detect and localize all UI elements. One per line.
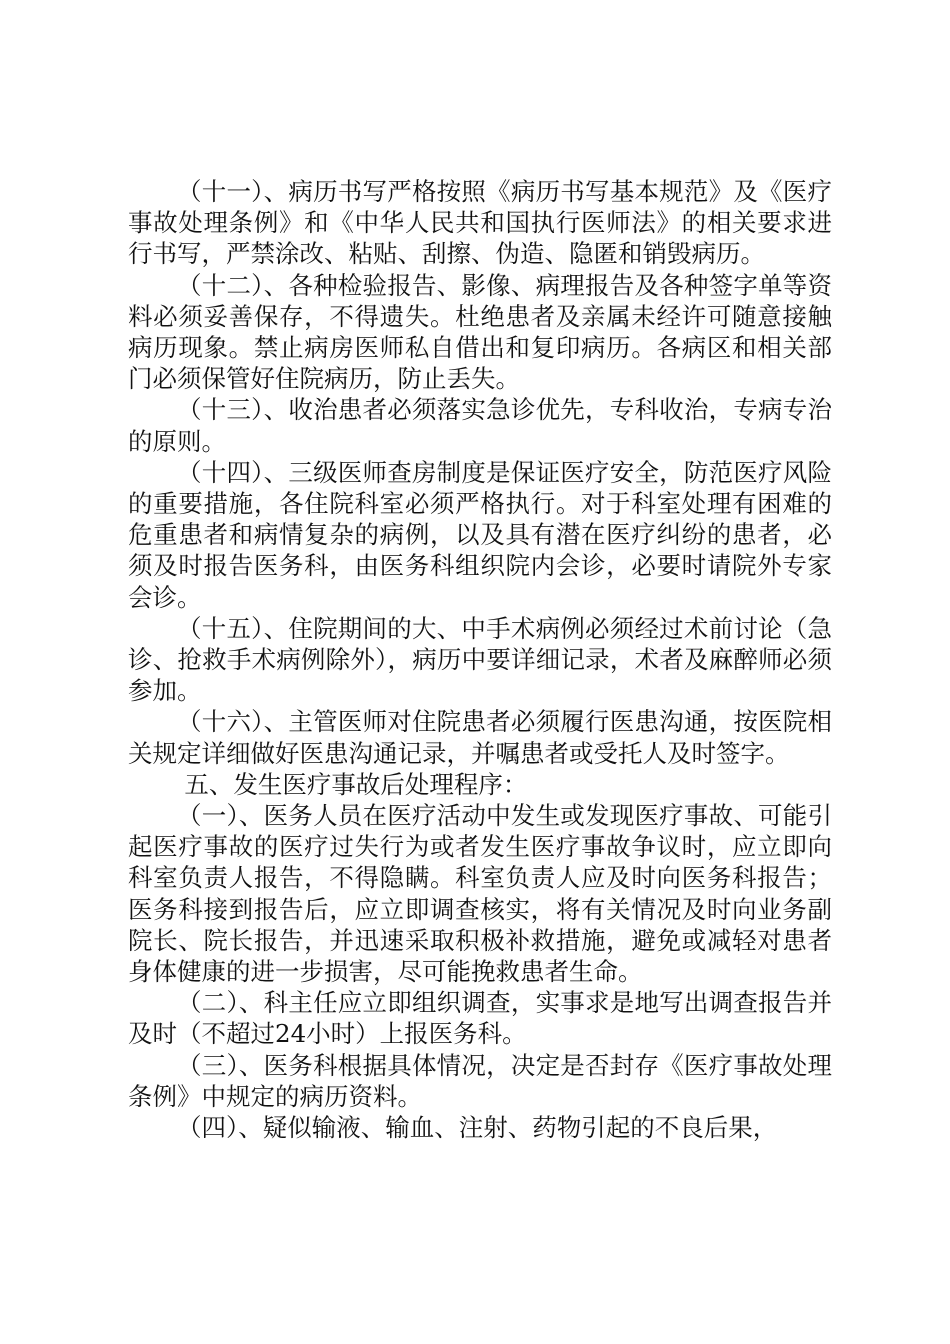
paragraph-13: （十三）、收治患者必须落实急诊优先，专科收治，专病专治的原则。 xyxy=(128,395,832,456)
paragraph-11: （十一）、病历书写严格按照《病历书写基本规范》及《医疗事故处理条例》和《中华人民共和国执行医师法》的相关要求进行书写，严禁涂改、粘贴、刮擦、伪造、隐匿和销毁病历。 xyxy=(128,177,832,269)
document-page xyxy=(128,176,832,1143)
paragraph-12: （十二）、各种检验报告、影像、病理报告及各种签字单等资料必须妥善保存，不得遗失。杜绝患者及亲属未经许可随意接触病历现象。禁止病房医师私自借出和复印病历。各病区和相关部门必须保管好住院病历，防止丢失。 xyxy=(128,270,832,394)
paragraph-14: （十四）、三级医师查房制度是保证医疗安全，防范医疗风险的重要措施，各住院科室必须严格执行。对于科室处理有困难的危重患者和病情复杂的病例，以及具有潜在医疗纠纷的患者，必须及时报告医务科，由医务科组织院内会诊，必要时请院外专家会诊。 xyxy=(128,457,832,612)
paragraph-15: （十五）、住院期间的大、中手术病例必须经过术前讨论（急诊、抢救手术病例除外），病历中要详细记录，术者及麻醉师必须参加。 xyxy=(128,613,832,706)
section-paragraph-4: （四）、疑似输液、输血、注射、药物引起的不良后果， xyxy=(177,1113,778,1143)
section-paragraph-2: （二）、科主任应立即组织调查，实事求是地写出调查报告并及时（不超过24小时）上报医务科。 xyxy=(128,988,832,1049)
paragraph-16: （十六）、主管医师对住院患者必须履行医患沟通，按医院相关规定详细做好医患沟通记录，并嘱患者或受托人及时签字。 xyxy=(128,707,832,768)
section-heading: 五、发生医疗事故后处理程序： xyxy=(184,769,528,799)
section-paragraph-3: （三）、医务科根据具体情况，决定是否封存《医疗事故处理条例》中规定的病历资料。 xyxy=(128,1050,832,1111)
section-paragraph-1: （一）、医务人员在医疗活动中发生或发现医疗事故、可能引起医疗事故的医疗过失行为或者发生医疗事故争议时，应立即向科室负责人报告，不得隐瞒。科室负责人应及时向医务科报告；医务科接到报告后，应立即调查核实，将有关情况及时向业务副院长、院长报告，并迅速采取积极补救措施，避免或减轻对患者身体健康的进一步损害，尽可能挽救患者生命。 xyxy=(128,801,832,987)
